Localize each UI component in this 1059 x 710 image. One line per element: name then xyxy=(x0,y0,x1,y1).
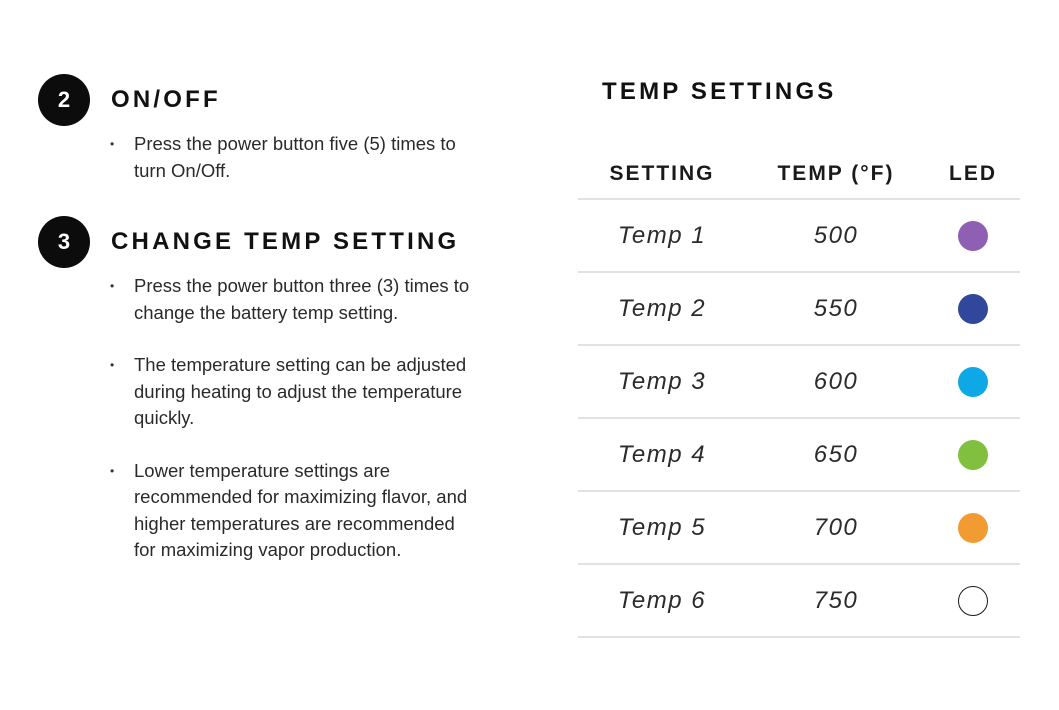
led-indicator-icon xyxy=(958,221,988,251)
bullet-item xyxy=(106,458,476,564)
table-row xyxy=(578,565,1020,638)
section-header xyxy=(38,218,459,266)
bullet-icon: • xyxy=(110,279,115,293)
led-cell xyxy=(926,513,1020,543)
bullet-icon: • xyxy=(110,137,115,151)
temp-cell: 750 xyxy=(813,586,859,614)
led-cell xyxy=(926,586,1020,616)
table-row xyxy=(578,200,1020,273)
led-indicator-icon xyxy=(958,367,988,397)
section-header xyxy=(38,76,221,124)
temp-cell: 700 xyxy=(813,513,859,541)
led-cell xyxy=(926,294,1020,324)
setting-cell: Temp 4 xyxy=(617,440,707,468)
bullet-icon: • xyxy=(110,463,115,478)
column-header-temp: TEMP (°F) xyxy=(777,162,895,185)
temp-cell: 500 xyxy=(813,221,859,249)
section-on-off xyxy=(38,76,456,181)
bullet-text: Press the power button five (5) times to turn On/Off. xyxy=(134,133,456,181)
setting-cell: Temp 2 xyxy=(617,294,707,322)
setting-cell: Temp 6 xyxy=(617,586,707,614)
bullet-text: Press the power button three (3) times to change the battery temp setting. xyxy=(134,275,470,323)
led-indicator-icon xyxy=(958,294,988,324)
setting-cell: Temp 1 xyxy=(617,221,707,249)
led-cell xyxy=(926,367,1020,397)
bullet-icon: • xyxy=(110,358,115,372)
temp-settings-table xyxy=(578,150,1020,638)
temp-settings-heading: TEMP SETTINGS xyxy=(602,78,837,105)
led-indicator-icon xyxy=(958,513,988,543)
section-title: CHANGE TEMP SETTING xyxy=(111,228,460,255)
temp-cell: 650 xyxy=(813,440,859,468)
table-row xyxy=(578,346,1020,419)
column-header-setting: SETTING xyxy=(609,162,715,185)
column-header-led: LED xyxy=(949,162,997,185)
bullet-item xyxy=(106,273,476,326)
led-indicator-icon xyxy=(958,440,988,470)
bullet-list xyxy=(106,273,476,564)
temp-cell: 550 xyxy=(813,294,859,322)
setting-cell: Temp 3 xyxy=(617,367,707,395)
bullet-text: Lower temperature settings are recommended for maximizing flavor, and higher temperatures are recommended for maximizing vapor production. xyxy=(134,459,468,560)
bullet-list xyxy=(106,131,486,184)
section-change-temp xyxy=(38,218,470,560)
step-number-badge: 2 xyxy=(38,74,90,126)
section-title: ON/OFF xyxy=(111,86,221,113)
table-row xyxy=(578,492,1020,565)
led-cell xyxy=(926,221,1020,251)
temp-cell: 600 xyxy=(813,367,859,395)
led-indicator-icon xyxy=(958,586,988,616)
bullet-item xyxy=(106,352,476,432)
setting-cell: Temp 5 xyxy=(617,513,707,541)
bullet-item xyxy=(106,131,486,184)
table-header-row xyxy=(578,150,1020,200)
led-cell xyxy=(926,440,1020,470)
step-number-badge: 3 xyxy=(38,216,90,268)
table-row xyxy=(578,273,1020,346)
bullet-text: The temperature setting can be adjusted during heating to adjust the temperature quickly. xyxy=(134,354,467,428)
table-row xyxy=(578,419,1020,492)
